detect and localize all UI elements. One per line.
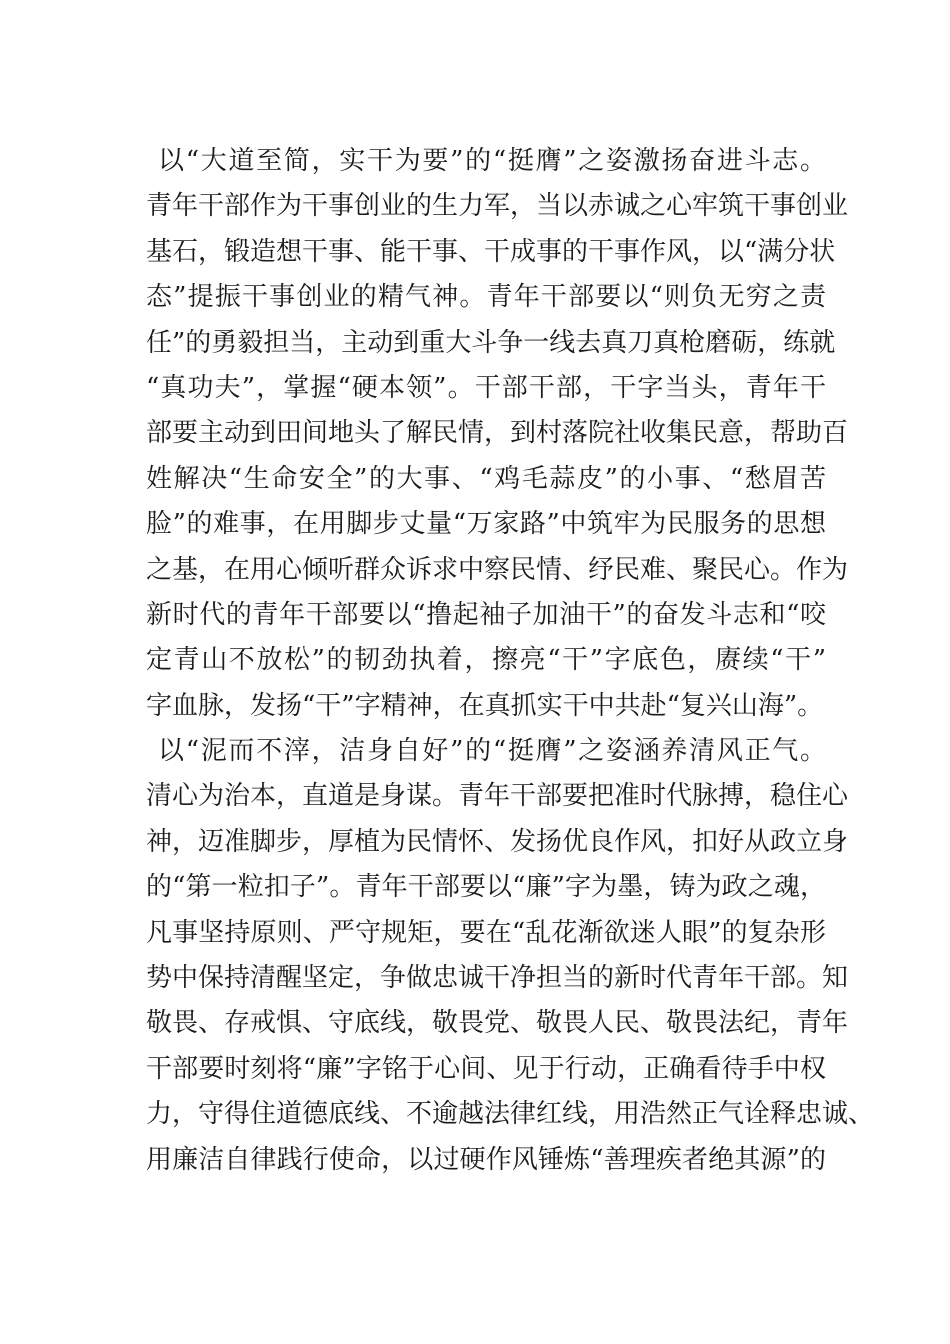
text-line: 脸”的难事，在用脚步丈量“万家路”中筑牢为民服务的思想 [146, 509, 826, 540]
paragraph-2 [146, 729, 875, 1183]
text-line: 神，迈准脚步，厚植为民情怀、发扬优良作风，扣好从政立身 [146, 826, 849, 857]
text-line: 清心为治本，直道是身谋。青年干部要把准时代脉搏，稳住心 [146, 781, 849, 812]
text-line: 姓解决“生命安全”的大事、“鸡毛蒜皮”的小事、“愁眉苦 [146, 463, 826, 494]
text-line: 之基，在用心倾听群众诉求中察民情、纾民难、聚民心。作为 [146, 554, 849, 585]
text-line: 态”提振干事创业的精气神。青年干部要以“则负无穷之责 [146, 282, 826, 313]
text-line: 凡事坚持原则、严守规矩，要在“乱花渐欲迷人眼”的复杂形 [146, 917, 826, 948]
text-line: 的“第一粒扣子”。青年干部要以“廉”字为墨，铸为政之魂， [146, 872, 826, 903]
text-line: 新时代的青年干部要以“撸起袖子加油干”的奋发斗志和“咬 [146, 599, 826, 630]
text-line: 定青山不放松”的韧劲执着，擦亮“干”字底色，赓续“干” [146, 645, 826, 676]
paragraph-1 [146, 139, 849, 729]
text-line: 以“泥而不滓，洁身自好”的“挺膺”之姿涵养清风正气。 [158, 736, 826, 767]
text-line: 干部要时刻将“廉”字铭于心间、见于行动，正确看待手中权 [146, 1053, 826, 1084]
text-line: 部要主动到田间地头了解民情，到村落院社收集民意，帮助百 [146, 418, 849, 449]
text-line: “真功夫”，掌握“硬本领”。干部干部，干字当头，青年干 [146, 372, 826, 403]
text-line: 青年干部作为干事创业的生力军，当以赤诚之心牢筑干事创业 [146, 191, 849, 222]
text-line: 力，守得住道德底线、不逾越法律红线，用浩然正气诠释忠诚、 [146, 1099, 875, 1130]
text-line: 敬畏、存戒惧、守底线，敬畏党、敬畏人民、敬畏法纪，青年 [146, 1008, 849, 1039]
text-line: 任”的勇毅担当，主动到重大斗争一线去真刀真枪磨砺，练就 [146, 327, 836, 358]
text-line: 以“大道至简，实干为要”的“挺膺”之姿激扬奋进斗志。 [158, 146, 826, 176]
text-line: 势中保持清醒坚定，争做忠诚干净担当的新时代青年干部。知 [146, 963, 849, 994]
text-line: 用廉洁自律践行使命，以过硬作风锤炼“善理疾者绝其源”的 [146, 1144, 826, 1175]
text-line: 字血脉，发扬“干”字精神，在真抓实干中共赴“复兴山海”。 [146, 690, 824, 721]
text-line: 基石，锻造想干事、能干事、干成事的干事作风，以“满分状 [146, 236, 836, 267]
document-body [146, 139, 875, 1183]
